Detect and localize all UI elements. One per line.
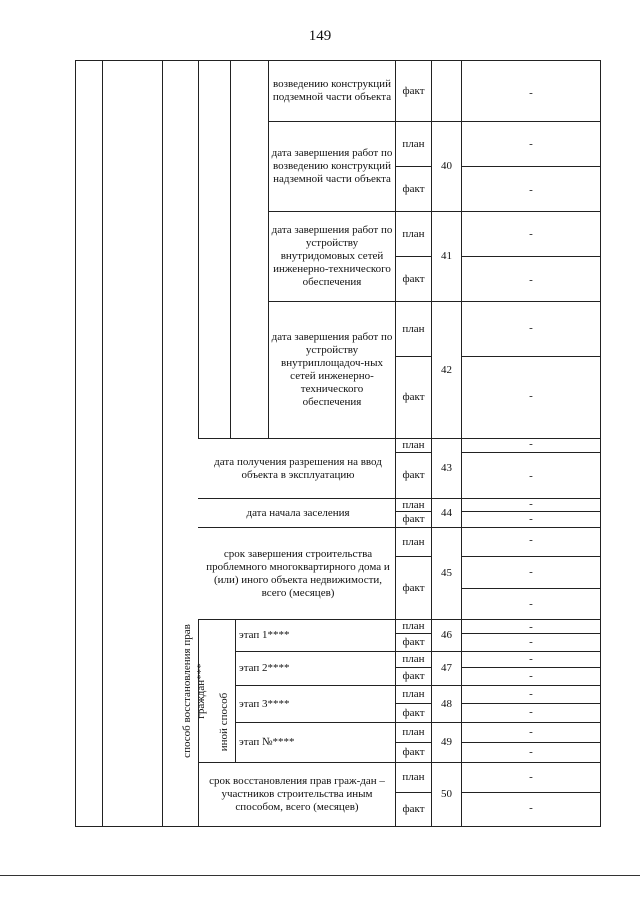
value-dash: -	[529, 390, 533, 402]
type-fact: факт	[402, 84, 425, 97]
row-number: 43	[441, 462, 452, 474]
type-fact: факт	[402, 581, 425, 594]
row-label-49: этап №****	[239, 736, 295, 748]
type-fact: факт	[402, 391, 425, 403]
row-number: 50	[441, 788, 452, 800]
row-number: 49	[441, 736, 452, 748]
type-fact: факт	[402, 706, 425, 719]
row-label-50: срок восстановления прав граж-дан – участников строительства иным способом, всего (месяцев)	[209, 775, 385, 813]
type-plan: план	[402, 439, 425, 451]
value-dash: -	[529, 138, 533, 150]
value-dash: -	[529, 746, 533, 758]
value-dash: -	[529, 688, 533, 700]
restore-method-label: способ восстановления прав граждан***	[181, 624, 207, 758]
row-label-46: этап 1****	[239, 629, 290, 641]
type-fact: факт	[402, 513, 425, 525]
row-number: 47	[441, 662, 452, 674]
row-label-underground: возведению конструкций подземной части объекта	[272, 78, 392, 103]
type-plan: план	[402, 726, 425, 738]
value-dash: -	[529, 636, 533, 648]
value-dash: -	[529, 726, 533, 738]
row-label-45: срок завершения строительства проблемного многоквартирного дома и (или) иного объекта недвижимости, всего (месяцев)	[206, 547, 390, 599]
value-dash: -	[529, 802, 533, 814]
type-fact: факт	[402, 182, 425, 195]
row-label-41: дата завершения работ по устройству внутридомовых сетей инженерно-технического обеспечения	[271, 224, 393, 288]
value-dash: -	[529, 274, 533, 286]
value-dash: -	[529, 438, 533, 450]
row-label-42: дата завершения работ по устройству внутриплощадоч-ных сетей инженерно-технического обеспечения	[271, 331, 393, 408]
value-dash: -	[529, 322, 533, 334]
row-label-40: дата завершения работ по возведению конструкций надземной части объекта	[271, 147, 393, 185]
value-dash: -	[529, 771, 533, 783]
page-number: 149	[308, 28, 332, 44]
type-fact: факт	[402, 670, 425, 682]
row-number: 45	[441, 567, 452, 579]
value-dash: -	[529, 87, 533, 99]
type-plan: план	[402, 620, 425, 632]
row-number: 46	[441, 629, 452, 641]
type-fact: факт	[402, 272, 425, 285]
type-fact: факт	[402, 469, 425, 481]
type-plan: план	[402, 653, 425, 665]
value-dash: -	[529, 598, 533, 610]
value-dash: -	[529, 513, 533, 525]
type-plan: план	[402, 771, 425, 783]
value-dash: -	[529, 184, 533, 196]
value-dash: -	[529, 621, 533, 633]
value-dash: -	[529, 566, 533, 578]
type-fact: факт	[402, 803, 425, 815]
value-dash: -	[529, 228, 533, 240]
row-number: 40	[441, 160, 452, 172]
other-method-label: иной способ	[218, 692, 230, 752]
type-plan: план	[402, 322, 425, 335]
value-dash: -	[529, 534, 533, 546]
row-label-43: дата получения разрешения на ввод объекта в эксплуатацию	[214, 455, 382, 481]
footer-rule	[0, 875, 640, 876]
value-dash: -	[529, 470, 533, 482]
type-plan: план	[402, 688, 425, 700]
value-dash: -	[529, 706, 533, 718]
type-plan: план	[402, 137, 425, 150]
row-number: 44	[441, 506, 452, 519]
value-dash: -	[529, 498, 533, 510]
row-number: 48	[441, 697, 452, 710]
row-number: 41	[441, 250, 452, 262]
type-fact: факт	[402, 636, 425, 648]
row-label-48: этап 3****	[239, 697, 290, 710]
value-dash: -	[529, 653, 533, 665]
type-plan: план	[402, 227, 425, 240]
row-number: 42	[441, 363, 452, 376]
type-fact: факт	[402, 746, 425, 758]
type-plan: план	[402, 498, 425, 511]
type-plan: план	[402, 535, 425, 548]
value-dash: -	[529, 670, 533, 682]
row-label-47: этап 2****	[239, 662, 290, 674]
status-table	[75, 60, 601, 826]
row-label-44: дата начала заселения	[246, 506, 350, 519]
